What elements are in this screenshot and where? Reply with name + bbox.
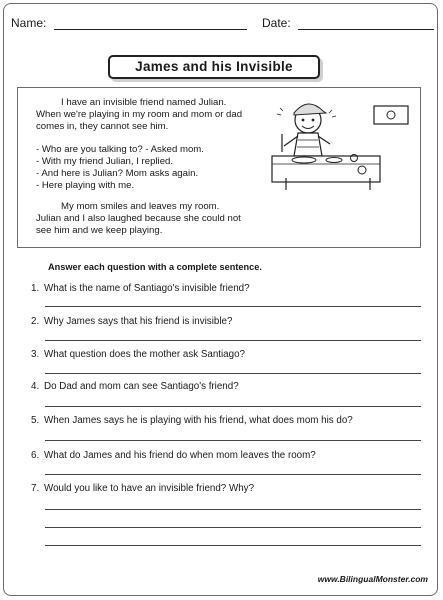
story-line: - With my friend Julian, I replied. (36, 156, 174, 167)
boy-at-table-illustration (268, 98, 416, 194)
question-text: Would you like to have an invisible friend? Why? (44, 483, 255, 494)
question-text: What do James and his friend do when mom leaves the room? (44, 450, 316, 461)
story-line: My mom smiles and leaves my room. (61, 201, 220, 212)
question-number: 3. (31, 349, 40, 360)
name-field[interactable] (11, 16, 247, 30)
question-text: Why James says that his friend is invisible? (44, 316, 233, 327)
answer-line[interactable] (45, 545, 421, 546)
story-line: When we're playing in my room and mom or dad (36, 109, 243, 120)
question-number: 5. (31, 415, 40, 426)
answer-line[interactable] (45, 509, 421, 510)
question-1 (31, 283, 250, 294)
question-7 (31, 483, 254, 494)
story-line: - And here is Julian? Mom asks again. (36, 168, 199, 179)
question-4 (31, 381, 239, 392)
answer-line[interactable] (45, 440, 421, 441)
story-line: I have an invisible friend named Julian. (61, 97, 227, 108)
date-field[interactable] (262, 16, 434, 30)
answer-line[interactable] (45, 306, 421, 307)
question-5 (31, 415, 353, 426)
question-text: Do Dad and mom can see Santiago's friend? (44, 381, 239, 392)
answer-line[interactable] (45, 527, 421, 528)
instructions: Answer each question with a complete sentence. (48, 262, 262, 272)
story-line: comes in, they cannot see him. (36, 121, 169, 132)
answer-line[interactable] (45, 340, 421, 341)
name-line[interactable] (54, 19, 247, 30)
story-line: - Who are you talking to? - Asked mom. (36, 144, 204, 155)
footer-website: www.BilingualMonster.com (317, 574, 428, 584)
question-text: When James says he is playing with his friend, what does mom his do? (44, 415, 353, 426)
answer-line[interactable] (45, 406, 421, 407)
question-text: What question does the mother ask Santiago? (44, 349, 245, 360)
question-number: 1. (31, 283, 40, 294)
question-6 (31, 450, 316, 461)
date-label: Date: (262, 16, 291, 30)
question-number: 4. (31, 381, 40, 392)
worksheet-title: James and his Invisible (108, 55, 320, 79)
story-line: - Here playing with me. (36, 180, 135, 191)
question-number: 7. (31, 483, 40, 494)
question-2 (31, 316, 232, 327)
question-3 (31, 349, 245, 360)
answer-line[interactable] (45, 373, 421, 374)
answer-line[interactable] (45, 474, 421, 475)
date-line[interactable] (298, 19, 434, 30)
question-number: 2. (31, 316, 40, 327)
name-label: Name: (11, 16, 47, 30)
question-text: What is the name of Santiago's invisible friend? (44, 283, 250, 294)
story-line: Julian and I also laughed because she could not (36, 213, 241, 224)
question-number: 6. (31, 450, 40, 461)
story-line: see him and we keep playing. (36, 225, 163, 236)
